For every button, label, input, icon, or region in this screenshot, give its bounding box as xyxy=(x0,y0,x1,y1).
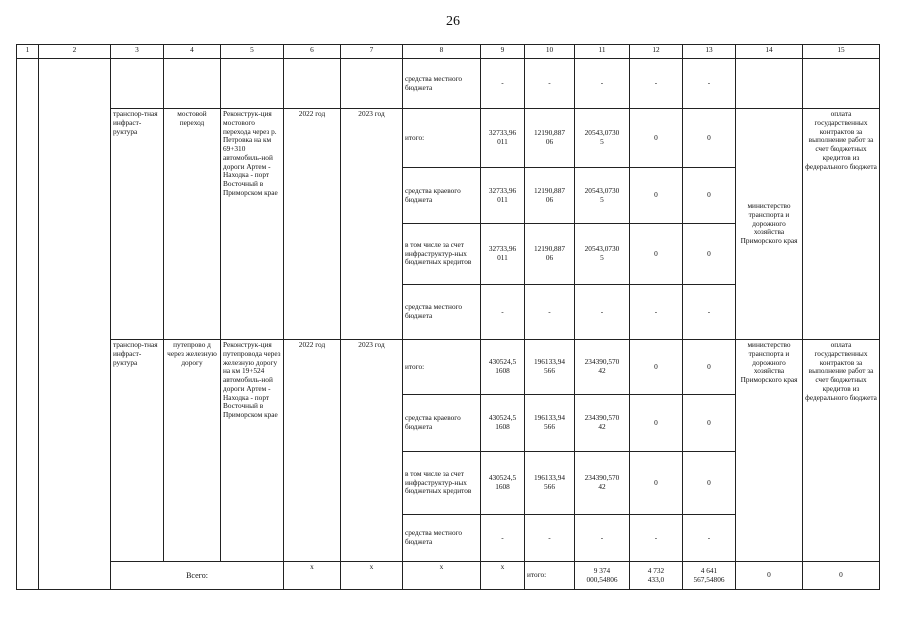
funding-source: в том числе за счет инфраструктур-ных бюджетных кредитов xyxy=(403,452,481,515)
value-cell: - xyxy=(481,515,525,562)
end-year: 2023 год xyxy=(341,109,403,340)
value-cell: 0 xyxy=(683,340,736,395)
cell-col4 xyxy=(164,59,221,109)
funding-source: средства местного бюджета xyxy=(403,59,481,109)
value-cell: 12190,887 06 xyxy=(525,224,575,285)
header-cell: 13 xyxy=(683,45,736,59)
funding-source: средства местного бюджета xyxy=(403,285,481,340)
value-cell: 4 641 567,54806 xyxy=(683,562,736,590)
value-cell: 0 xyxy=(630,452,683,515)
header-row xyxy=(17,45,880,59)
value-cell: - xyxy=(575,59,630,109)
value-cell: 20543,0730 5 xyxy=(575,109,630,168)
header-cell: 7 xyxy=(341,45,403,59)
value-cell: 20543,0730 5 xyxy=(575,224,630,285)
value-cell: 430524,5 1608 xyxy=(481,340,525,395)
cross-mark: x xyxy=(403,562,481,590)
value-cell: - xyxy=(481,59,525,109)
value-cell: 234390,570 42 xyxy=(575,340,630,395)
value-cell: 32733,96 011 xyxy=(481,109,525,168)
header-cell: 15 xyxy=(803,45,880,59)
value-cell: 196133,94 566 xyxy=(525,452,575,515)
header-cell: 10 xyxy=(525,45,575,59)
value-cell: 0 xyxy=(683,395,736,452)
cell-col6 xyxy=(284,59,341,109)
responsible-agency: министерство транспорта и дорожного хозяйства Приморского края xyxy=(736,340,803,562)
header-cell: 1 xyxy=(17,45,39,59)
start-year: 2022 год xyxy=(284,340,341,562)
project-note: оплата государственных контрактов за выполнение работ за счет бюджетных кредитов из федерального бюджета xyxy=(803,109,880,340)
value-cell: - xyxy=(481,285,525,340)
header-cell: 2 xyxy=(39,45,111,59)
header-cell: 5 xyxy=(221,45,284,59)
project-note: оплата государственных контрактов за выполнение работ за счет бюджетных кредитов из федерального бюджета xyxy=(803,340,880,562)
value-cell: 12190,887 06 xyxy=(525,109,575,168)
object-type: мостовой переход xyxy=(164,109,221,340)
funding-source: средства краевого бюджета xyxy=(403,395,481,452)
header-cell: 9 xyxy=(481,45,525,59)
value-cell: - xyxy=(575,515,630,562)
value-cell: 32733,96 011 xyxy=(481,168,525,224)
total-label: Всего: xyxy=(111,562,284,590)
start-year: 2022 год xyxy=(284,109,341,340)
cross-mark: x xyxy=(481,562,525,590)
header-cell: 11 xyxy=(575,45,630,59)
end-year: 2023 год xyxy=(341,340,403,562)
value-cell: 20543,0730 5 xyxy=(575,168,630,224)
value-cell: 0 xyxy=(630,109,683,168)
budget-table xyxy=(16,44,880,590)
total-row xyxy=(17,562,880,590)
value-cell: - xyxy=(630,285,683,340)
header-cell: 6 xyxy=(284,45,341,59)
cell-col15 xyxy=(803,59,880,109)
value-cell: 0 xyxy=(683,109,736,168)
value-cell: - xyxy=(525,285,575,340)
value-cell: 0 xyxy=(683,452,736,515)
cell-col1 xyxy=(17,59,39,590)
value-cell: - xyxy=(630,59,683,109)
value-cell: 0 xyxy=(630,168,683,224)
value-cell: 32733,96 011 xyxy=(481,224,525,285)
project-category: транспор-тная инфраст-руктура xyxy=(111,340,164,562)
page-number: 26 xyxy=(446,14,460,29)
value-cell: - xyxy=(630,515,683,562)
object-description: Реконструк-ция мостового перехода через р. Петровка на км 69+310 автомобиль-ной дороги Артем - Находка - порт Восточный в Приморском крае xyxy=(221,109,284,340)
value-cell: - xyxy=(683,515,736,562)
cell-col7 xyxy=(341,59,403,109)
cross-mark: x xyxy=(341,562,403,590)
header-cell: 12 xyxy=(630,45,683,59)
cross-mark: x xyxy=(284,562,341,590)
table-row xyxy=(17,59,880,109)
value-cell: 196133,94 566 xyxy=(525,340,575,395)
funding-source: средства местного бюджета xyxy=(403,515,481,562)
value-cell: 12190,887 06 xyxy=(525,168,575,224)
object-description: Реконструк-ция путепровода через железную дорогу на км 19+524 автомобиль-ной дороги Артем - Находка - порт Восточный в Приморском крае xyxy=(221,340,284,562)
project-category: транспор-тная инфраст-руктура xyxy=(111,109,164,340)
value-cell: 0 xyxy=(630,340,683,395)
value-cell: 0 xyxy=(630,224,683,285)
cell-col3 xyxy=(111,59,164,109)
funding-source: средства краевого бюджета xyxy=(403,168,481,224)
funding-source: итого: xyxy=(525,562,575,590)
cell-col14 xyxy=(736,59,803,109)
value-cell: 430524,5 1608 xyxy=(481,395,525,452)
value-cell: 9 374 000,54806 xyxy=(575,562,630,590)
value-cell: - xyxy=(575,285,630,340)
table-row xyxy=(17,109,880,168)
funding-source: в том числе за счет инфраструктур-ных бюджетных кредитов xyxy=(403,224,481,285)
value-cell: 0 xyxy=(803,562,880,590)
funding-source: итого: xyxy=(403,340,481,395)
value-cell: - xyxy=(525,515,575,562)
value-cell: 0 xyxy=(630,395,683,452)
value-cell: - xyxy=(683,285,736,340)
value-cell: 4 732 433,0 xyxy=(630,562,683,590)
header-cell: 14 xyxy=(736,45,803,59)
responsible-agency: министерство транспорта и дорожного хозяйства Приморского края xyxy=(736,109,803,340)
value-cell: - xyxy=(525,59,575,109)
value-cell: 0 xyxy=(683,224,736,285)
value-cell: 0 xyxy=(683,168,736,224)
value-cell: - xyxy=(683,59,736,109)
header-cell: 3 xyxy=(111,45,164,59)
table-row xyxy=(17,340,880,395)
header-cell: 4 xyxy=(164,45,221,59)
value-cell: 430524,5 1608 xyxy=(481,452,525,515)
object-type: путепрово д через железную дорогу xyxy=(164,340,221,562)
header-cell: 8 xyxy=(403,45,481,59)
value-cell: 234390,570 42 xyxy=(575,452,630,515)
value-cell: 196133,94 566 xyxy=(525,395,575,452)
value-cell: 234390,570 42 xyxy=(575,395,630,452)
cell-col5 xyxy=(221,59,284,109)
cell-col2 xyxy=(39,59,111,590)
funding-source: итого: xyxy=(403,109,481,168)
value-cell: 0 xyxy=(736,562,803,590)
